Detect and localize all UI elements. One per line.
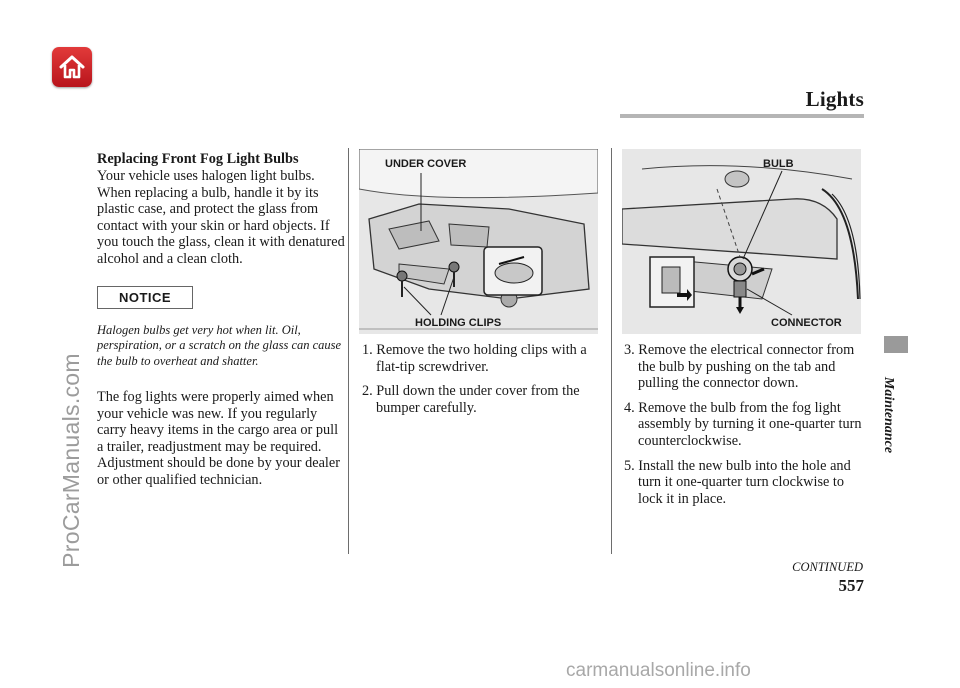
side-tab-marker: [884, 336, 908, 353]
bulb-label: BULB: [763, 158, 794, 170]
under-cover-label: UNDER COVER: [385, 158, 467, 170]
step-3: 3. Remove the electrical connector from the bulb by pushing on the tab and pulling the connector down.: [624, 342, 855, 392]
section-heading: Replacing Front Fog Light Bulbs: [97, 151, 299, 167]
side-tab-label: Maintenance: [881, 376, 897, 454]
notice-text: Halogen bulbs get very hot when lit. Oil, perspiration, or a scratch on the glass can cause the bulb to overheat and shatter.: [97, 322, 342, 368]
column-1: [97, 151, 347, 489]
holding-clips-label: HOLDING CLIPS: [415, 317, 502, 329]
title-rule: [620, 114, 864, 118]
fog-light-illustration: [622, 149, 861, 334]
step-5: 5. Install the new bulb into the hole and turn it one-quarter turn clockwise to lock it in place.: [624, 457, 851, 507]
continued-label: CONTINUED: [792, 560, 863, 574]
connector-label: CONNECTOR: [771, 317, 842, 329]
step-1: 1. Remove the two holding clips with a flat-tip screwdriver.: [362, 342, 587, 375]
watermark-bottom: carmanualsonline.info: [566, 660, 751, 681]
under-cover-illustration: [359, 149, 598, 334]
notice-label: NOTICE: [97, 286, 193, 309]
home-icon: [58, 54, 86, 80]
fog-light-bulb-figure: [622, 149, 861, 334]
aim-paragraph: The fog lights were properly aimed when your vehicle was new. If you regularly carry heavy items in the cargo area or pull a trailer, readjustment may be required. Adjustment should be done by your dealer or other qualified technician.: [97, 389, 340, 489]
home-button[interactable]: [52, 47, 92, 87]
column-divider-2: [611, 148, 612, 554]
column-2-steps: [362, 342, 602, 424]
under-cover-figure: [359, 149, 598, 334]
page-number: 557: [838, 576, 864, 595]
step-2: 2. Pull down the under cover from the bumper carefully.: [362, 383, 580, 416]
watermark-left: ProCarManuals.com: [57, 352, 84, 568]
column-3-steps: [624, 342, 866, 515]
intro-paragraph: Your vehicle uses halogen light bulbs. When replacing a bulb, handle it by its plastic case, and protect the glass from contact with your skin or hard objects. If you touch the glass, clean it with denatured alcohol and a clean cloth.: [97, 168, 345, 267]
step-4: 4. Remove the bulb from the fog light assembly by turning it one-quarter turn counterclockwise.: [624, 399, 862, 449]
column-divider-1: [348, 148, 349, 554]
section-title: Lights: [805, 87, 864, 111]
